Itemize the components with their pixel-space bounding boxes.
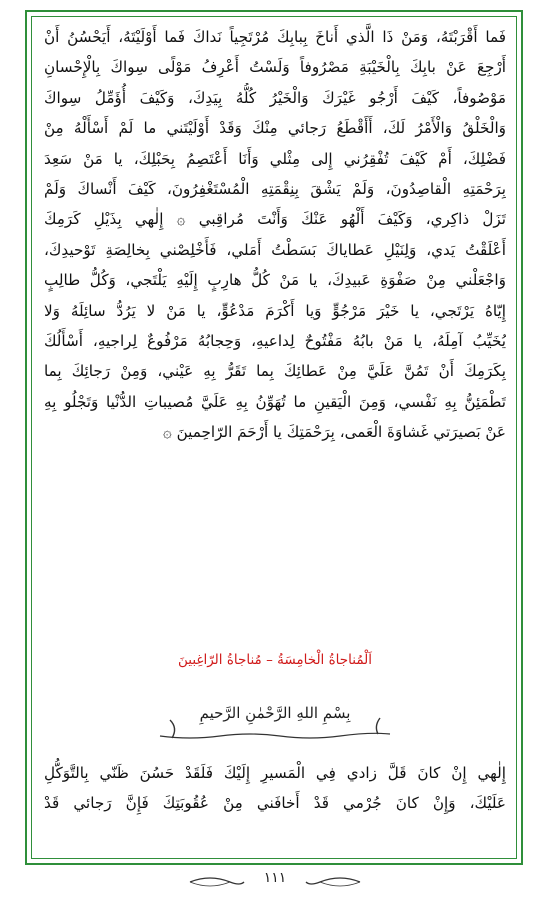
next-paragraph [44,758,506,819]
text-line: تَطْمَئِنُّ بِهِ نَفْسي، وَمِنَ الْيَقينِ ما تُهَوِّنُ بِهِ عَلَيَّ مُصيباتِ الدُّنْيا وَتَجْلُو بِهِ [44,392,506,411]
text-line: تَزَلْ ذاكِري، وَكَيْفَ أَلْهُو عَنْكَ وَأَنْتَ مُراقِبي ۞ إِلٰهي بِذَيْلِ كَرَمِكَ [44,210,506,229]
text-line: مَوْصُوفاً، كَيْفَ أَرْجُو غَيْرَكَ وَالْخَيْرُ كُلُّهُ بِيَدِكَ، وَكَيْفَ أُؤَمِّلُ سِواكَ [44,88,506,107]
text-line: عَنْ بَصيرَتي غَشاوَةَ الْعَمى، بِرَحْمَتِكَ يا أَرْحَمَ الرّاحِمينَ ۞ [162,423,506,442]
text-line: يُخَيِّبُ آمِلَهُ، يا مَنْ بابُهُ مَفْتُوحٌ لِداعيهِ، وَحِجابُهُ مَرْفُوعٌ لِراجيهِ، أَسْأَلُكَ [44,332,506,351]
text-line: فَضْلِكَ، أَمْ كَيْفَ تُفْقِرُني إِلى مِثْلي وَأَنَا أَعْتَصِمُ بِحَبْلِكَ، يا مَنْ سَعِدَ [44,149,506,168]
text-line: بِكَرَمِكَ أَنْ تَمُنَّ عَلَيَّ مِنْ عَطائِكَ بِما تَقَرُّ بِهِ عَيْني، وَمِنْ رَجائِكَ بِما [44,362,506,381]
text-line: فَما أَقْرَبْتَهُ، وَمَنْ ذَا الَّذي أَناخَ بِبابِكَ مُرْتَجِياً نَداكَ فَما أَوْلَيْتَهُ، أَيَحْسُنُ أَنْ [44,28,506,46]
text-line: أَرْجِعَ عَنْ بابِكَ بِالْخَيْبَةِ مَصْرُوفاً وَلَسْتُ أَعْرِفُ مَوْلًى سِواكَ بِالْإِحْسانِ [44,58,506,77]
main-paragraph [44,22,506,448]
text-line: إِيّاهُ يَرْتَجي، يا خَيْرَ مَرْجُوٍّ وَيا أَكْرَمَ مَدْعُوٍّ، يا مَنْ لا يَرُدُّ سائِلَهُ وَلا [44,301,506,320]
text-line: إِلٰهي إِنْ كانَ قَلَّ زادي فِي الْمَسيرِ إِلَيْكَ فَلَقَدْ حَسُنَ ظَنّي بِالتَّوَكُّلِ [44,764,506,782]
section-title: اَلْمُناجاةُ الْخامِسَةُ – مُناجاةُ الرّاغِبينَ [177,652,372,668]
text-line: أَعْلَقْتُ يَدي، وَلِنَيْلِ عَطاياكَ بَسَطْتُ أَمَلي، فَأَخْلِصْني بِخالِصَةِ تَوْحيدِكَ، [44,240,506,259]
text-line: عَلَيْكَ، وَإِنْ كانَ جُرْمي قَدْ أَخافَني مِنْ عُقُوبَتِكَ فَإِنَّ رَجائي قَدْ [44,794,506,813]
text-line: بِرَحْمَتِهِ الْقاصِدُونَ، وَلَمْ يَشْقَ بِنِقْمَتِهِ الْمُسْتَغْفِرُونَ، كَيْفَ أَنْساكَ وَلَمْ [44,180,506,199]
text-line: وَالْخَلْقُ وَالْأَمْرُ لَكَ، أَأَقْطَعُ رَجائي مِنْكَ وَقَدْ أَوْلَيْتَني ما لَمْ أَسْأَلْهُ مِنْ [44,119,506,138]
text-line: وَاجْعَلْني مِنْ صَفْوَةِ عَبيدِكَ، يا مَنْ كُلُّ هارِبٍ إِلَيْهِ يَلْتَجي، وَكُلُّ طالِبٍ [44,271,506,290]
basmala-calligraphy: بِسْمِ اللهِ الرَّحْمٰنِ الرَّحيمِ [199,704,351,722]
page-number: ١١١ [263,870,287,886]
